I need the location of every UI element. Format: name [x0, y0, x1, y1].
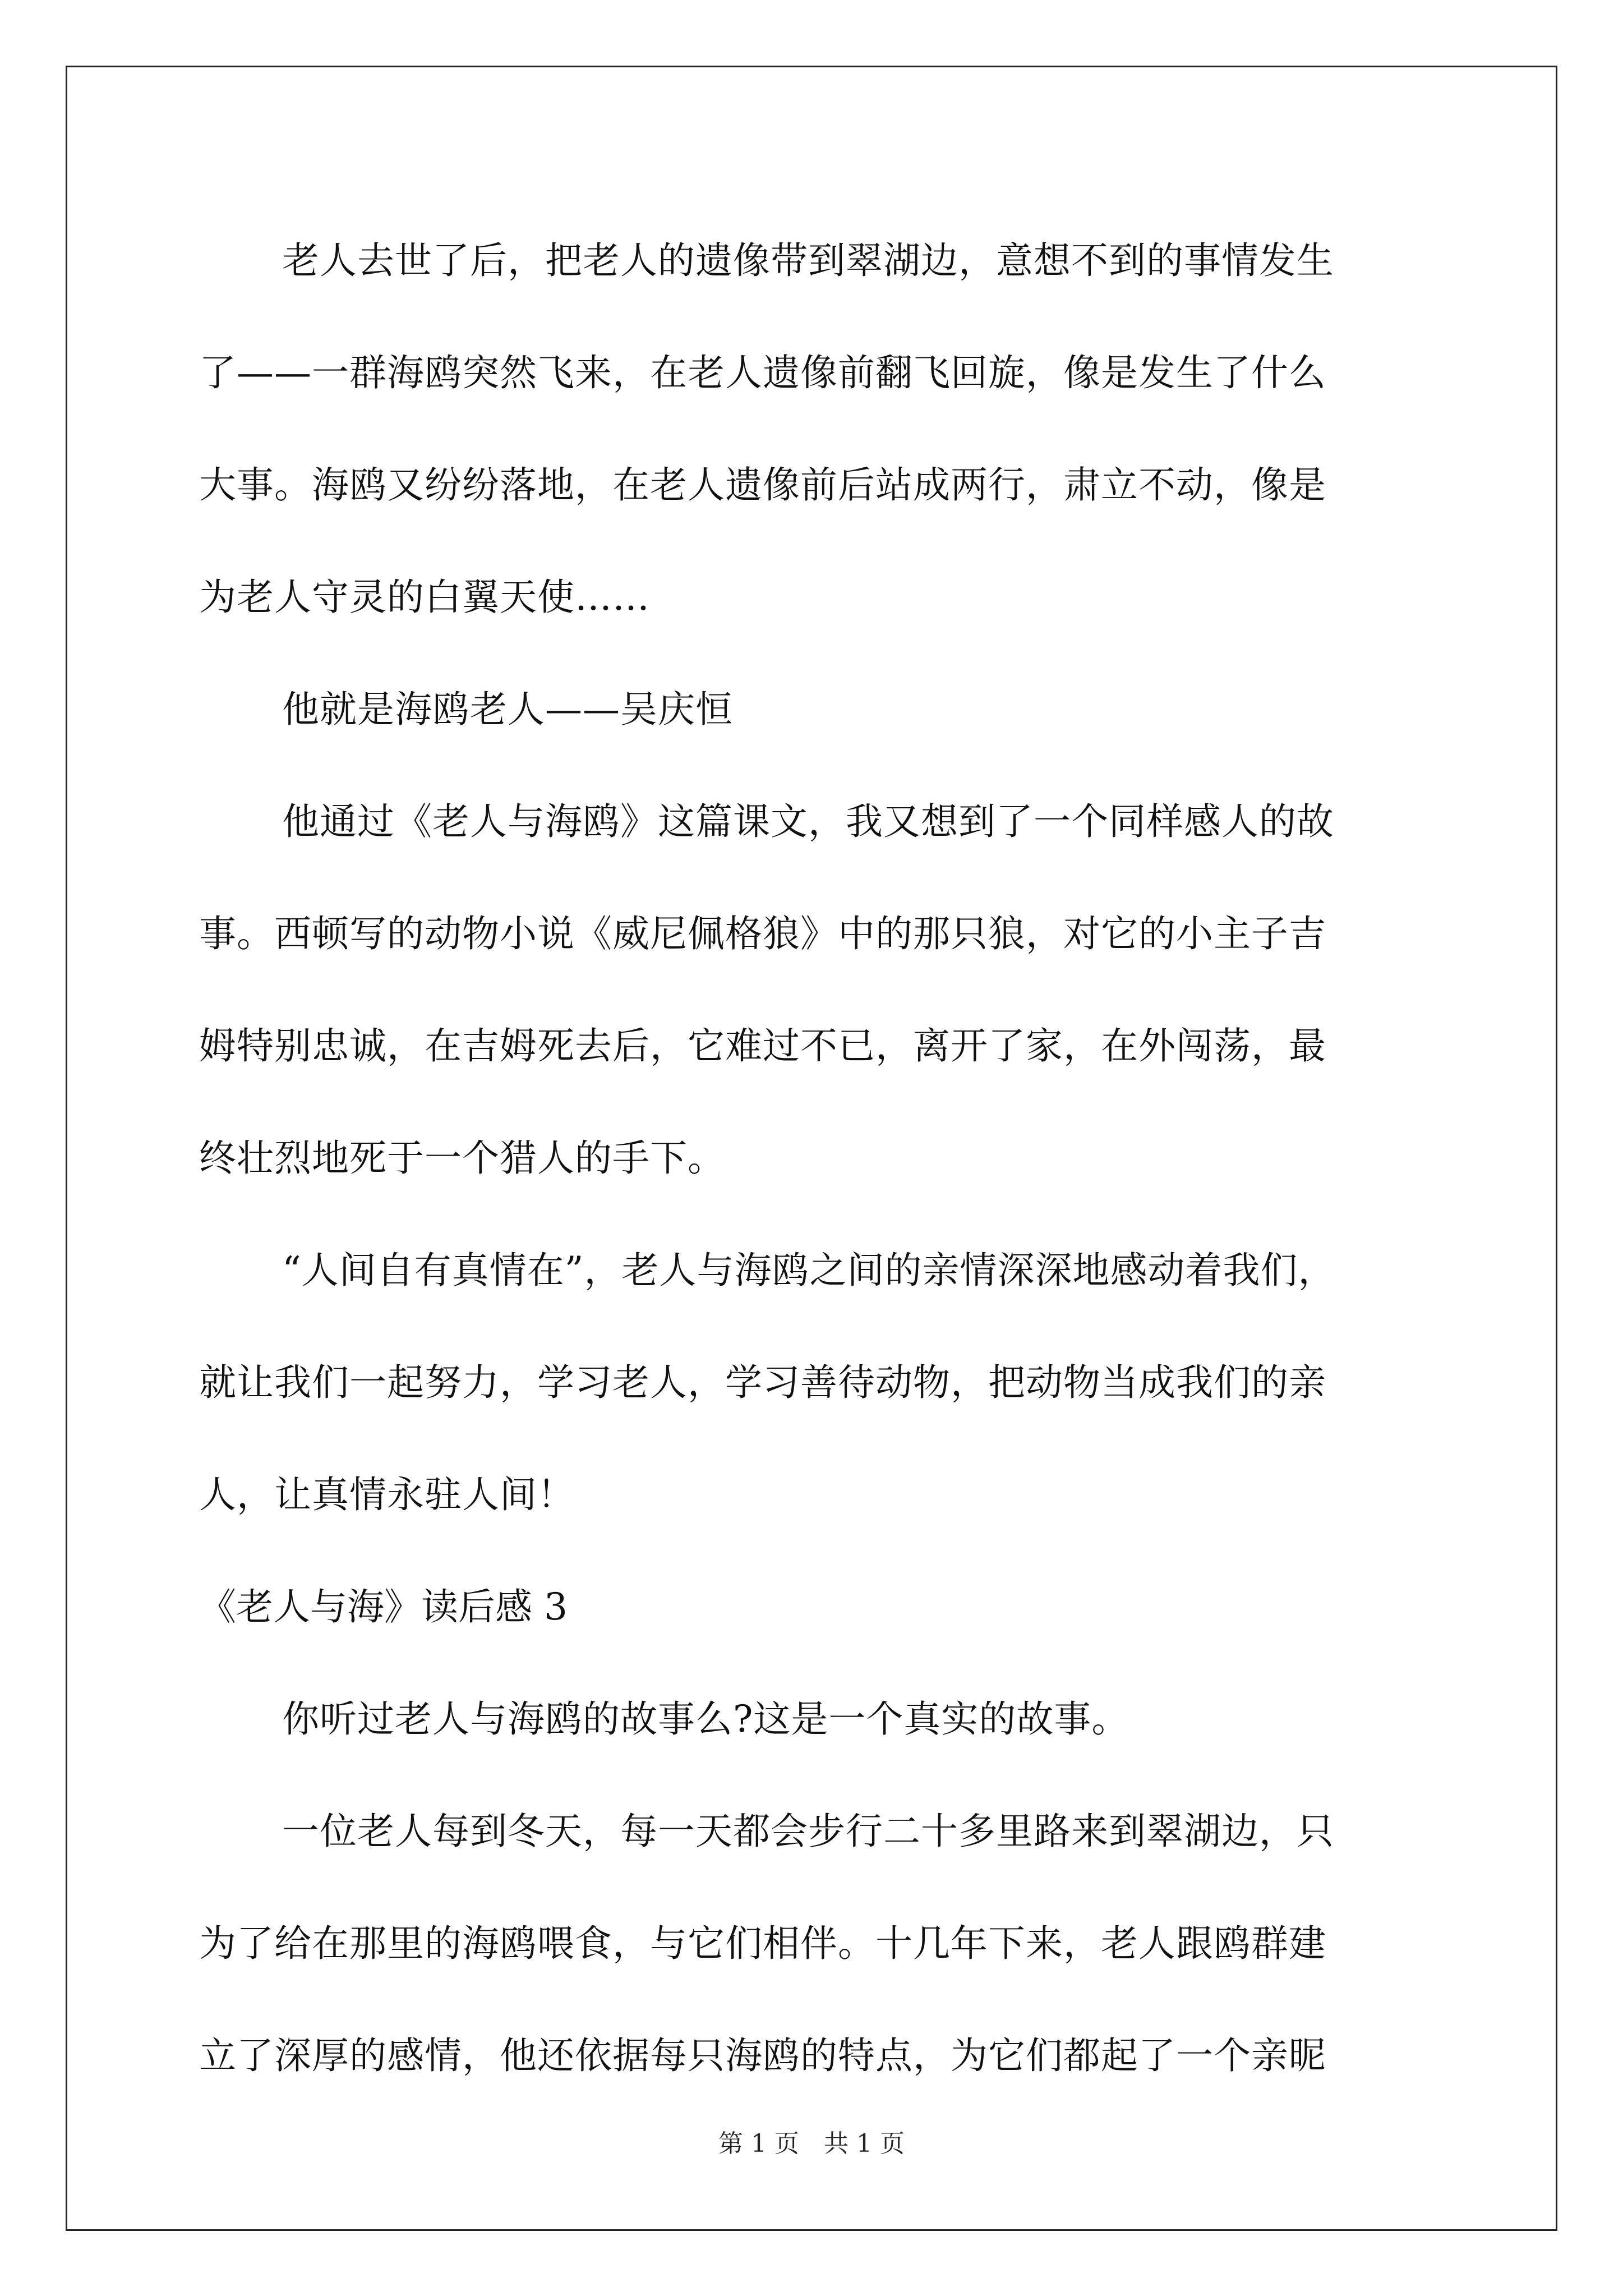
text-line: 他通过《老人与海鸥》这篇课文，我又想到了一个同样感人的故 — [282, 800, 1334, 843]
text-line: 了——一群海鸥突然飞来，在老人遗像前翻飞回旋，像是发生了什么 — [199, 351, 1326, 394]
text-line: 他就是海鸥老人——吴庆恒 — [282, 688, 733, 731]
section-heading: 《老人与海》读后感 3 — [199, 1585, 568, 1628]
text-line: 就让我们一起努力，学习老人，学习善待动物，把动物当成我们的亲 — [199, 1361, 1326, 1404]
paragraph — [199, 205, 1433, 654]
paragraph — [199, 1775, 1433, 2112]
text-line: 老人去世了后，把老人的遗像带到翠湖边，意想不到的事情发生 — [282, 239, 1334, 282]
paragraph — [199, 654, 1433, 766]
text-line: 事。西顿写的动物小说《威尼佩格狼》中的那只狼，对它的小主子吉 — [199, 912, 1326, 955]
text-line: 人，让真情永驻人间！ — [199, 1473, 575, 1516]
text-line: 姆特别忠诚，在吉姆死去后，它难过不已，离开了家，在外闯荡，最 — [199, 1024, 1326, 1068]
text-line: 终壮烈地死于一个猎人的手下。 — [199, 1137, 725, 1180]
text-line: 你听过老人与海鸥的故事么?这是一个真实的故事。 — [282, 1697, 1129, 1741]
text-line: 大事。海鸥又纷纷落地，在老人遗像前后站成两行，肃立不动，像是 — [199, 463, 1326, 507]
text-line: “人间自有真情在”，老人与海鸥之间的亲情深深地感动着我们， — [282, 1249, 1336, 1292]
page-number-footer: 第 1 页 共 1 页 — [718, 2129, 905, 2158]
text-line: 立了深厚的感情，他还依据每只海鸥的特点，为它们都起了一个亲昵 — [199, 2034, 1326, 2077]
text-line: 一位老人每到冬天，每一天都会步行二十多里路来到翠湖边，只 — [282, 1810, 1334, 1853]
text-line: 为了给在那里的海鸥喂食，与它们相伴。十几年下来，老人跟鸥群建 — [199, 1922, 1326, 1965]
text-line: 为老人守灵的白翼天使…… — [199, 576, 650, 619]
paragraph — [199, 1214, 1433, 1551]
document-body — [199, 205, 1433, 2112]
paragraph — [199, 1663, 1433, 1775]
paragraph — [199, 766, 1433, 1214]
